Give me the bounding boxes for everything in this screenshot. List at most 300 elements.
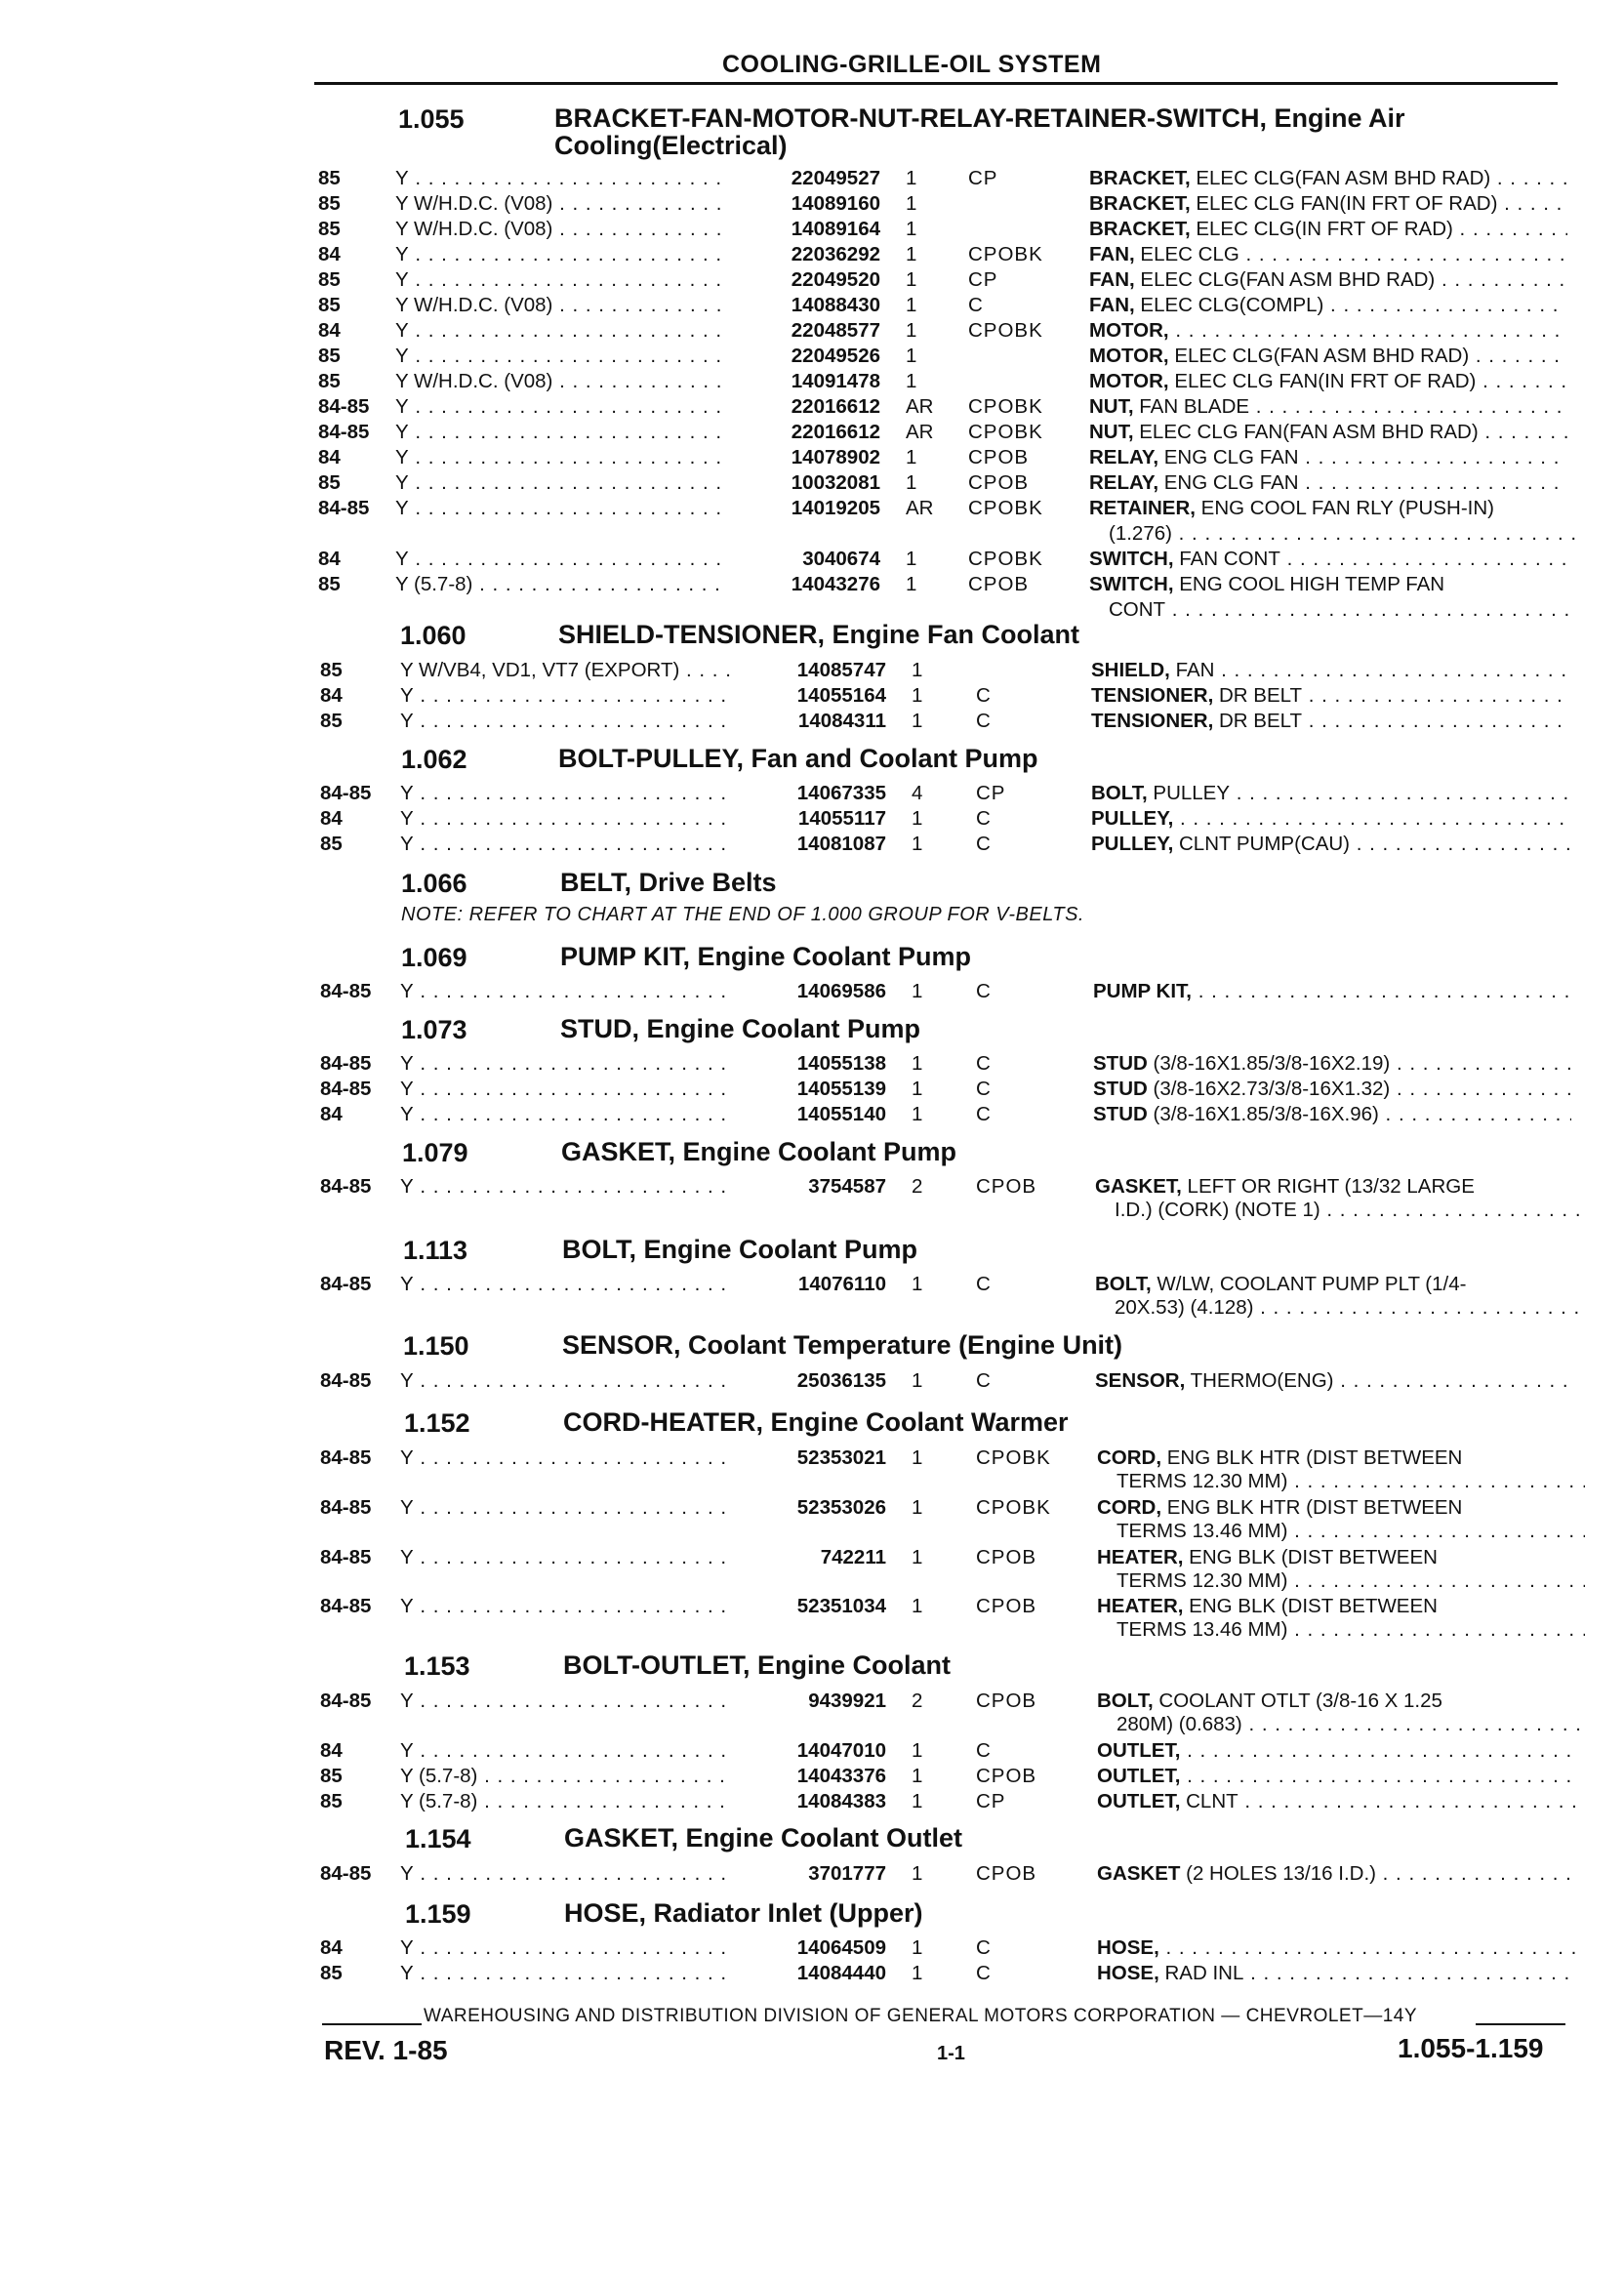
part-noun: MOTOR, [1089, 370, 1169, 392]
quantity: 1 [906, 548, 917, 570]
part-row-continuation [0, 1568, 1624, 1594]
description-continuation: CONT . . . [1109, 597, 1577, 623]
part-noun: RELAY, [1089, 471, 1159, 494]
model-year: 85 [318, 167, 341, 189]
application: Y . . . [395, 547, 742, 572]
section-title: SENSOR, Coolant Temperature (Engine Unit) [562, 1330, 1123, 1360]
model-year: 84-85 [320, 1078, 372, 1100]
description-continuation: TERMS 12.30 MM) . . . [1116, 1469, 1585, 1494]
quantity: 1 [912, 1790, 923, 1812]
model-year: 85 [318, 294, 341, 316]
description-continuation: 20X.53) (4.128) . . . [1115, 1295, 1583, 1321]
section-number: 1.159 [405, 1899, 471, 1929]
section-number: 1.060 [400, 621, 467, 650]
part-row [0, 293, 1624, 318]
quantity: 1 [906, 370, 917, 392]
application: Y W/H.D.C. (V08) . . . [395, 191, 742, 217]
part-row [0, 470, 1624, 496]
part-number: 14047010 [734, 1738, 886, 1764]
source-codes: C [976, 684, 992, 707]
part-noun: TENSIONER, [1091, 684, 1214, 707]
part-noun: GASKET [1097, 1862, 1181, 1885]
part-number: 14069586 [734, 979, 886, 1004]
section-number: 1.150 [403, 1331, 469, 1361]
source-codes: C [976, 1103, 992, 1125]
part-noun: TENSIONER, [1091, 710, 1214, 732]
quantity: 1 [912, 1446, 923, 1469]
page-number: 1-1 [937, 2043, 965, 2064]
source-codes: CPOB [968, 446, 1030, 468]
source-codes: C [976, 1273, 992, 1295]
model-year: 84-85 [320, 1546, 372, 1568]
model-year: 84-85 [320, 1369, 372, 1392]
source-codes: CPOB [976, 1765, 1037, 1787]
quantity: 1 [912, 980, 923, 1002]
part-description: HEATER, ENG BLK (DIST BETWEEN [1097, 1546, 1438, 1568]
part-description: MOTOR, ELEC CLG(FAN ASM BHD RAD) . . . [1089, 344, 1567, 369]
model-year: 84-85 [320, 1273, 372, 1295]
part-noun: CORD, [1097, 1446, 1162, 1469]
part-noun: PUMP KIT, [1093, 980, 1192, 1002]
quantity: 1 [912, 1496, 923, 1519]
quantity: AR [906, 395, 934, 418]
model-year: 84-85 [320, 1595, 372, 1617]
part-description [1091, 806, 1569, 832]
part-description: SHIELD, FAN . . . [1091, 658, 1569, 683]
part-noun: SWITCH, [1089, 573, 1174, 595]
part-row [0, 979, 1624, 1004]
section-number: 1.062 [401, 745, 467, 774]
section-number: 1.154 [405, 1824, 471, 1853]
part-row [0, 1764, 1624, 1789]
model-year: 85 [318, 573, 341, 595]
part-noun: STUD [1093, 1052, 1148, 1075]
page-header-title: COOLING-GRILLE-OIL SYSTEM [722, 51, 1102, 78]
application: Y . . . [400, 979, 747, 1004]
model-year: 85 [318, 268, 341, 291]
part-description [1093, 979, 1571, 1004]
part-number: 22048577 [728, 318, 880, 344]
part-number: 14019205 [728, 496, 880, 521]
part-row-continuation [0, 1712, 1624, 1737]
model-year: 84 [320, 807, 343, 830]
part-number: 14055117 [734, 806, 886, 832]
model-year: 84-85 [320, 782, 372, 804]
part-description: STUD (3/8-16X1.85/3/8-16X2.19) . . . [1093, 1051, 1571, 1077]
application: Y (5.7-8) . . . [395, 572, 742, 597]
part-noun: HEATER, [1097, 1546, 1184, 1568]
part-row-continuation [0, 1519, 1624, 1544]
application: Y . . . [400, 1961, 747, 1986]
quantity: 1 [906, 319, 917, 342]
part-description: FAN, ELEC CLG(COMPL) . . . [1089, 293, 1567, 318]
source-codes: CP [976, 1790, 1006, 1812]
part-row [0, 658, 1624, 683]
model-year: 84 [320, 1936, 343, 1959]
model-year: 85 [320, 659, 343, 681]
application: Y . . . [400, 806, 747, 832]
part-number: 14089160 [728, 191, 880, 217]
description-continuation: TERMS 13.46 MM) . . . [1116, 1617, 1585, 1643]
quantity: 1 [912, 1595, 923, 1617]
application: Y . . . [400, 1445, 747, 1471]
footer-rule-left [322, 2023, 422, 2025]
part-noun: NUT, [1089, 421, 1134, 443]
part-noun: OUTLET, [1097, 1790, 1181, 1812]
part-description: NUT, FAN BLADE . . . [1089, 394, 1567, 420]
part-row [0, 1789, 1624, 1814]
model-year: 85 [318, 218, 341, 240]
application: Y . . . [400, 1689, 747, 1714]
part-row [0, 1689, 1624, 1714]
description-continuation: I.D.) (CORK) (NOTE 1) . . . [1115, 1198, 1583, 1223]
part-description: BOLT, W/LW, COOLANT PUMP PLT (1/4- [1095, 1273, 1467, 1295]
part-row [0, 1594, 1624, 1619]
section-number: 1.055 [398, 104, 465, 134]
part-description: NUT, ELEC CLG FAN(FAN ASM BHD RAD) . . . [1089, 420, 1567, 445]
part-row [0, 781, 1624, 806]
source-codes: CPOB [976, 1175, 1037, 1198]
section-title: CORD-HEATER, Engine Coolant Warmer [563, 1407, 1069, 1437]
part-number: 3754587 [734, 1174, 886, 1200]
part-description: PULLEY, CLNT PUMP(CAU) . . . [1091, 832, 1569, 857]
part-noun: FAN, [1089, 268, 1135, 291]
section-title: BOLT-PULLEY, Fan and Coolant Pump [558, 744, 1038, 773]
application: Y . . . [400, 1545, 747, 1570]
application: Y (5.7-8) . . . [400, 1764, 747, 1789]
section-number: 1.073 [401, 1015, 467, 1044]
source-codes: C [976, 1962, 992, 1984]
model-year: 85 [320, 1790, 343, 1812]
part-row-continuation [0, 1198, 1624, 1223]
description-continuation: TERMS 12.30 MM) . . . [1116, 1568, 1585, 1594]
part-number: 52353021 [734, 1445, 886, 1471]
source-codes: CPOBK [968, 243, 1043, 265]
part-row [0, 166, 1624, 191]
model-year: 84 [320, 1103, 343, 1125]
model-year: 85 [318, 370, 341, 392]
model-year: 84-85 [320, 1862, 372, 1885]
application: Y W/H.D.C. (V08) . . . [395, 217, 742, 242]
application: Y . . . [400, 832, 747, 857]
part-row [0, 547, 1624, 572]
quantity: 1 [912, 659, 923, 681]
part-noun: HOSE, [1097, 1936, 1159, 1959]
section-title: GASKET, Engine Coolant Pump [561, 1137, 957, 1166]
section-title: BRACKET-FAN-MOTOR-NUT-RELAY-RETAINER-SWITCH, Engine Air Cooling(Electrical) [554, 103, 1405, 160]
application: Y W/VB4, VD1, VT7 (EXPORT) . . . [400, 658, 747, 683]
part-noun: RELAY, [1089, 446, 1159, 468]
part-number: 22016612 [728, 394, 880, 420]
application: Y . . . [400, 1738, 747, 1764]
model-year: 85 [320, 710, 343, 732]
part-description: BRACKET, ELEC CLG(FAN ASM BHD RAD) . . . [1089, 166, 1567, 191]
source-codes: CPOBK [968, 421, 1043, 443]
part-noun: SENSOR, [1095, 1369, 1186, 1392]
footer-publisher: WAREHOUSING AND DISTRIBUTION DIVISION OF GENERAL MOTORS CORPORATION — CHEVROLET—14Y [424, 2006, 1418, 2026]
source-codes: C [968, 294, 984, 316]
part-noun: BOLT, [1095, 1273, 1152, 1295]
section-title: SHIELD-TENSIONER, Engine Fan Coolant [558, 620, 1080, 649]
section-title: PUMP KIT, Engine Coolant Pump [560, 942, 972, 971]
part-noun: SWITCH, [1089, 548, 1174, 570]
part-description: FAN, ELEC CLG(FAN ASM BHD RAD) . . . [1089, 267, 1567, 293]
part-number: 3701777 [734, 1861, 886, 1887]
part-number: 742211 [734, 1545, 886, 1570]
section-title: BOLT, Engine Coolant Pump [562, 1235, 917, 1264]
part-description: GASKET, LEFT OR RIGHT (13/32 LARGE [1095, 1175, 1475, 1198]
quantity: 1 [912, 1369, 923, 1392]
part-row [0, 832, 1624, 857]
quantity: 1 [912, 807, 923, 830]
part-row [0, 191, 1624, 217]
part-number: 14089164 [728, 217, 880, 242]
part-number: 22049527 [728, 166, 880, 191]
application: Y . . . [400, 1861, 747, 1887]
application: Y . . . [400, 1102, 747, 1127]
section-range: 1.055-1.159 [1398, 2033, 1544, 2063]
revision-label: REV. 1-85 [324, 2035, 448, 2065]
application: Y . . . [395, 318, 742, 344]
application: Y . . . [400, 1272, 747, 1297]
part-row [0, 420, 1624, 445]
quantity: 2 [912, 1690, 923, 1712]
model-year: 84 [320, 1739, 343, 1762]
source-codes: CP [976, 782, 1006, 804]
quantity: 1 [906, 573, 917, 595]
application: Y W/H.D.C. (V08) . . . [395, 369, 742, 394]
part-noun: BRACKET, [1089, 192, 1191, 215]
source-codes: CPOBK [976, 1496, 1051, 1519]
description-continuation: 280M) (0.683) . . . [1116, 1712, 1585, 1737]
source-codes: C [976, 1739, 992, 1762]
quantity: 1 [912, 1273, 923, 1295]
application: Y . . . [395, 242, 742, 267]
part-noun: STUD [1093, 1103, 1148, 1125]
source-codes: CPOB [968, 573, 1030, 595]
part-noun: FAN, [1089, 243, 1135, 265]
model-year: 84-85 [320, 1446, 372, 1469]
part-row [0, 1935, 1624, 1961]
application: Y . . . [400, 1495, 747, 1521]
part-number: 52351034 [734, 1594, 886, 1619]
part-noun: HEATER, [1097, 1595, 1184, 1617]
part-description: BRACKET, ELEC CLG(IN FRT OF RAD) . . . [1089, 217, 1567, 242]
description-continuation: (1.276) . . . [1109, 521, 1577, 547]
part-row [0, 242, 1624, 267]
model-year: 84-85 [320, 980, 372, 1002]
quantity: 1 [906, 471, 917, 494]
part-number: 52353026 [734, 1495, 886, 1521]
part-row [0, 1445, 1624, 1471]
part-description: RELAY, ENG CLG FAN . . . [1089, 470, 1567, 496]
part-row [0, 369, 1624, 394]
model-year: 84 [320, 684, 343, 707]
source-codes: C [976, 980, 992, 1002]
part-row [0, 1861, 1624, 1887]
source-codes: CPOBK [968, 395, 1043, 418]
part-number: 14043376 [734, 1764, 886, 1789]
quantity: 1 [912, 1078, 923, 1100]
section-title: GASKET, Engine Coolant Outlet [564, 1823, 963, 1852]
section-number: 1.113 [403, 1236, 468, 1265]
application: Y W/H.D.C. (V08) . . . [395, 293, 742, 318]
part-noun: BRACKET, [1089, 218, 1191, 240]
part-description [1097, 1935, 1575, 1961]
model-year: 84-85 [320, 1690, 372, 1712]
quantity: 1 [912, 710, 923, 732]
part-number: 14088430 [728, 293, 880, 318]
part-row [0, 572, 1624, 597]
quantity: AR [906, 421, 934, 443]
section-title: BOLT-OUTLET, Engine Coolant [563, 1650, 951, 1680]
part-description: TENSIONER, DR BELT . . . [1091, 709, 1569, 734]
part-number: 14084311 [734, 709, 886, 734]
quantity: 1 [906, 192, 917, 215]
part-row [0, 1174, 1624, 1200]
quantity: 1 [912, 1962, 923, 1984]
part-row [0, 1738, 1624, 1764]
source-codes: CPOBK [968, 319, 1043, 342]
part-description: FAN, ELEC CLG . . . [1089, 242, 1567, 267]
part-noun: GASKET, [1095, 1175, 1182, 1198]
section-title: BELT, Drive Belts [560, 868, 777, 897]
application: Y . . . [400, 1077, 747, 1102]
model-year: 84 [318, 548, 341, 570]
part-noun: CORD, [1097, 1496, 1162, 1519]
part-row [0, 267, 1624, 293]
quantity: 1 [912, 833, 923, 855]
part-number: 14091478 [728, 369, 880, 394]
part-description: BOLT, COOLANT OTLT (3/8-16 X 1.25 [1097, 1690, 1442, 1712]
application: Y . . . [395, 394, 742, 420]
part-description [1097, 1764, 1575, 1789]
part-noun: OUTLET, [1097, 1765, 1181, 1787]
part-noun: STUD [1093, 1078, 1148, 1100]
part-number: 14055164 [734, 683, 886, 709]
application: Y . . . [395, 267, 742, 293]
application: Y . . . [400, 1051, 747, 1077]
part-number: 14084383 [734, 1789, 886, 1814]
section-title: STUD, Engine Coolant Pump [560, 1014, 920, 1043]
quantity: 1 [912, 1936, 923, 1959]
source-codes: C [976, 807, 992, 830]
part-row [0, 1077, 1624, 1102]
application: Y . . . [395, 344, 742, 369]
part-description: HEATER, ENG BLK (DIST BETWEEN [1097, 1595, 1438, 1617]
section-number: 1.152 [404, 1408, 470, 1438]
source-codes: CPOB [968, 471, 1030, 494]
part-description: STUD (3/8-16X2.73/3/8-16X1.32) . . . [1093, 1077, 1571, 1102]
quantity: 2 [912, 1175, 923, 1198]
part-row [0, 394, 1624, 420]
quantity: 1 [906, 268, 917, 291]
application: Y . . . [400, 709, 747, 734]
part-noun: SHIELD, [1091, 659, 1170, 681]
section-number: 1.066 [401, 869, 467, 898]
model-year: 84-85 [320, 1496, 372, 1519]
part-row [0, 806, 1624, 832]
source-codes: CPOB [976, 1546, 1037, 1568]
quantity: 1 [906, 243, 917, 265]
application: Y . . . [400, 1174, 747, 1200]
part-number: 14084440 [734, 1961, 886, 1986]
quantity: 4 [912, 782, 923, 804]
part-row [0, 1051, 1624, 1077]
part-noun: BOLT, [1097, 1690, 1154, 1712]
part-number: 14055140 [734, 1102, 886, 1127]
part-description [1097, 1738, 1575, 1764]
quantity: AR [906, 497, 934, 519]
part-number: 14064509 [734, 1935, 886, 1961]
part-row-continuation [0, 1617, 1624, 1643]
part-number: 3040674 [728, 547, 880, 572]
part-row [0, 1495, 1624, 1521]
application: Y . . . [395, 470, 742, 496]
application: Y . . . [400, 1594, 747, 1619]
part-number: 14081087 [734, 832, 886, 857]
source-codes: C [976, 833, 992, 855]
part-number: 14043276 [728, 572, 880, 597]
part-description: GASKET (2 HOLES 13/16 I.D.) . . . [1097, 1861, 1575, 1887]
quantity: 1 [906, 167, 917, 189]
model-year: 84-85 [320, 1052, 372, 1075]
source-codes: C [976, 1936, 992, 1959]
model-year: 84-85 [318, 497, 370, 519]
part-row [0, 344, 1624, 369]
part-description: BOLT, PULLEY . . . [1091, 781, 1569, 806]
model-year: 84 [318, 446, 341, 468]
part-row-continuation [0, 1469, 1624, 1494]
part-description: CORD, ENG BLK HTR (DIST BETWEEN [1097, 1446, 1463, 1469]
header-rule [314, 82, 1558, 85]
model-year: 85 [320, 1765, 343, 1787]
source-codes: CPOBK [968, 548, 1043, 570]
section-number: 1.069 [401, 943, 467, 972]
part-noun: HOSE, [1097, 1962, 1159, 1984]
part-noun: FAN, [1089, 294, 1135, 316]
application: Y . . . [400, 1935, 747, 1961]
section-number: 1.079 [402, 1138, 468, 1167]
model-year: 84-85 [318, 395, 370, 418]
part-noun: PULLEY, [1091, 807, 1174, 830]
part-row [0, 1545, 1624, 1570]
model-year: 85 [318, 471, 341, 494]
part-number: 10032081 [728, 470, 880, 496]
quantity: 1 [912, 1862, 923, 1885]
model-year: 85 [320, 1962, 343, 1984]
quantity: 1 [912, 1103, 923, 1125]
part-number: 14085747 [734, 658, 886, 683]
section-number: 1.153 [404, 1651, 470, 1681]
application: Y . . . [395, 420, 742, 445]
part-noun: MOTOR, [1089, 319, 1169, 342]
model-year: 84-85 [318, 421, 370, 443]
part-row-continuation [0, 1295, 1624, 1321]
part-description: SWITCH, ENG COOL HIGH TEMP FAN [1089, 573, 1445, 595]
quantity: 1 [912, 1052, 923, 1075]
part-description: SWITCH, FAN CONT . . . [1089, 547, 1567, 572]
quantity: 1 [912, 1546, 923, 1568]
part-number: 9439921 [734, 1689, 886, 1714]
section-title: HOSE, Radiator Inlet (Upper) [564, 1898, 923, 1928]
part-noun: BOLT, [1091, 782, 1148, 804]
source-codes: C [976, 710, 992, 732]
model-year: 84-85 [320, 1175, 372, 1198]
application: Y . . . [395, 445, 742, 470]
model-year: 84 [318, 243, 341, 265]
part-noun: OUTLET, [1097, 1739, 1181, 1762]
